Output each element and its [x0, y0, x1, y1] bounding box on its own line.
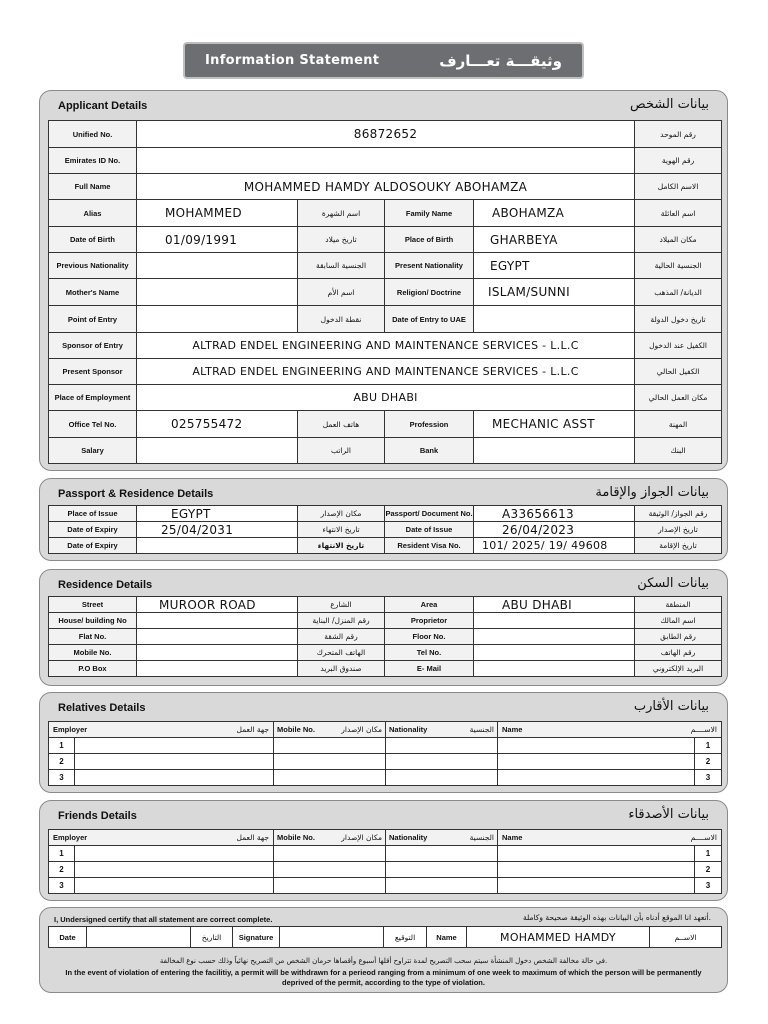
- mobile-col-header: [274, 722, 386, 738]
- employer-cell[interactable]: [75, 770, 274, 786]
- pob-field[interactable]: GHARBEYA: [474, 227, 635, 253]
- mobile-cell[interactable]: [274, 862, 386, 878]
- nationality-cell[interactable]: [386, 878, 498, 894]
- employer-col-ar: جهة العمل: [236, 725, 270, 734]
- mobile-field[interactable]: [137, 645, 298, 661]
- declaration-section: [39, 907, 728, 993]
- name-cell[interactable]: [498, 846, 695, 862]
- sponsor-entry-label: Sponsor of Entry: [49, 333, 137, 359]
- present-sponsor-field[interactable]: ALTRAD ENDEL ENGINEERING AND MAINTENANCE SERVICES - L.L.C: [137, 359, 635, 385]
- nationality-cell[interactable]: [386, 846, 498, 862]
- mobile-cell[interactable]: [274, 846, 386, 862]
- mother-name-label-ar: اسم الأم: [298, 279, 385, 306]
- email-field[interactable]: [474, 661, 635, 677]
- name-col-en: Name: [502, 833, 523, 842]
- section-heading-ar: بيانات الأصدقاء: [628, 807, 709, 822]
- emirates-id-label: Emirates ID No.: [49, 148, 137, 174]
- name-cell[interactable]: [498, 878, 695, 894]
- row-number: 3: [49, 770, 75, 786]
- prev-nationality-field[interactable]: [137, 253, 298, 279]
- office-tel-field[interactable]: 025755472: [137, 411, 298, 438]
- date-issue-field[interactable]: 26/04/2023: [474, 522, 635, 538]
- building-field[interactable]: [137, 613, 298, 629]
- section-heading-en: Residence Details: [58, 579, 153, 591]
- area-field[interactable]: ABU DHABI: [474, 597, 635, 613]
- pobox-field[interactable]: [137, 661, 298, 677]
- name-col-header: [498, 830, 722, 846]
- emirates-id-label-ar: رقم الهوية: [635, 148, 722, 174]
- proprietor-label: Proprietor: [385, 613, 474, 629]
- place-employment-label-ar: مكان العمل الحالي: [635, 385, 722, 411]
- profession-label: Profession: [385, 411, 474, 438]
- pob-label: Place of Birth: [385, 227, 474, 253]
- employer-cell[interactable]: [75, 878, 274, 894]
- place-issue-field[interactable]: EGYPT: [137, 506, 298, 522]
- profession-field[interactable]: MECHANIC ASST: [474, 411, 635, 438]
- dob-label: Date of Birth: [49, 227, 137, 253]
- residence-expiry-label: Date of Expiry: [49, 538, 137, 554]
- family-name-field[interactable]: ABOHAMZA: [474, 200, 635, 227]
- date-expiry-label: Date of Expiry: [49, 522, 137, 538]
- present-nationality-label-ar: الجنسية الحالية: [635, 253, 722, 279]
- name-col-header: [498, 722, 722, 738]
- point-entry-label: Point of Entry: [49, 306, 137, 333]
- unified-no-label-ar: رقم الموحد: [635, 121, 722, 148]
- mobile-cell[interactable]: [274, 770, 386, 786]
- bank-field[interactable]: [474, 438, 635, 464]
- street-field[interactable]: MUROOR ROAD: [137, 597, 298, 613]
- tel-label-ar: رقم الهاتف: [635, 645, 722, 661]
- present-nationality-label: Present Nationality: [385, 253, 474, 279]
- email-label-ar: البريد الإلكتروني: [635, 661, 722, 677]
- profession-label-ar: المهنة: [635, 411, 722, 438]
- section-heading-ar: بيانات الأقارب: [633, 699, 709, 714]
- mother-name-label: Mother's Name: [49, 279, 137, 306]
- table-row: [49, 846, 722, 862]
- employer-cell[interactable]: [75, 738, 274, 754]
- tel-label: Tel No.: [385, 645, 474, 661]
- present-sponsor-label-ar: الكفيل الحالي: [635, 359, 722, 385]
- row-number: 1: [49, 738, 75, 754]
- signature-field[interactable]: [280, 927, 384, 948]
- present-nationality-field[interactable]: EGYPT: [474, 253, 635, 279]
- sponsor-entry-field[interactable]: ALTRAD ENDEL ENGINEERING AND MAINTENANCE SERVICES - L.L.C: [137, 333, 635, 359]
- street-label-ar: الشارع: [298, 597, 385, 613]
- employer-col-header: [49, 830, 274, 846]
- violation-notice-en: In the event of violation of entering the facilitiy, a permit will be withdrawn for a perieod ranging from a minimum of one week to maximum of which the person will be permanently deprived of the permit, according to the type of violation.: [65, 968, 702, 987]
- table-row: [49, 878, 722, 894]
- employer-cell[interactable]: [75, 754, 274, 770]
- alias-field[interactable]: MOHAMMED: [137, 200, 298, 227]
- nationality-cell[interactable]: [386, 770, 498, 786]
- floor-label-ar: رقم الطابق: [635, 629, 722, 645]
- nationality-col-en: Nationality: [389, 833, 428, 842]
- table-row: [49, 754, 722, 770]
- mobile-col-ar: مكان الإصدار: [341, 833, 383, 842]
- alias-label-ar: اسم الشهرة: [298, 200, 385, 227]
- tel-field[interactable]: [474, 645, 635, 661]
- bank-label: Bank: [385, 438, 474, 464]
- religion-label: Religion/ Doctrine: [385, 279, 474, 306]
- residence-details-section: [39, 569, 728, 686]
- mobile-col-en: Mobile No.: [277, 725, 315, 734]
- place-employment-label: Place of Employment: [49, 385, 137, 411]
- employer-col-ar: جهة العمل: [236, 833, 270, 842]
- present-sponsor-label: Present Sponsor: [49, 359, 137, 385]
- office-tel-label-ar: هاتف العمل: [298, 411, 385, 438]
- proprietor-field[interactable]: [474, 613, 635, 629]
- date-field[interactable]: [87, 927, 191, 948]
- relatives-details-section: [39, 692, 728, 793]
- dob-field[interactable]: 01/09/1991: [137, 227, 298, 253]
- prev-nationality-label-ar: الجنسية السابقة: [298, 253, 385, 279]
- full-name-label: Full Name: [49, 174, 137, 200]
- building-label: House/ building No: [49, 613, 137, 629]
- salary-field[interactable]: [137, 438, 298, 464]
- mobile-col-ar: مكان الإصدار: [341, 725, 383, 734]
- passport-table: [48, 505, 722, 554]
- passport-no-label-ar: رقم الجواز/ الوثيقة: [635, 506, 722, 522]
- unified-no-label: Unified No.: [49, 121, 137, 148]
- visa-no-label-ar: تاريخ الإقامة: [635, 538, 722, 554]
- floor-label: Floor No.: [385, 629, 474, 645]
- date-entry-field[interactable]: [474, 306, 635, 333]
- proprietor-label-ar: اسم المالك: [635, 613, 722, 629]
- row-number: 1: [695, 846, 722, 862]
- employer-col-header: [49, 722, 274, 738]
- nationality-col-ar: الجنسية: [469, 725, 495, 734]
- row-number: 1: [49, 846, 75, 862]
- document-title-bar: [183, 42, 584, 79]
- unified-no-field[interactable]: 86872652: [137, 121, 635, 148]
- employer-col-en: Employer: [53, 833, 88, 842]
- residence-table: [48, 596, 722, 677]
- point-entry-field[interactable]: [137, 306, 298, 333]
- passport-no-field[interactable]: A33656613: [474, 506, 635, 522]
- flat-field[interactable]: [137, 629, 298, 645]
- area-label: Area: [385, 597, 474, 613]
- employer-cell[interactable]: [75, 846, 274, 862]
- mobile-col-header: [274, 830, 386, 846]
- row-number: 2: [695, 754, 722, 770]
- mobile-cell[interactable]: [274, 878, 386, 894]
- section-heading-en: Applicant Details: [58, 100, 148, 112]
- salary-label-ar: الراتب: [298, 438, 385, 464]
- section-heading-en: Passport & Residence Details: [58, 488, 214, 500]
- alias-label: Alias: [49, 200, 137, 227]
- friends-details-section: [39, 800, 728, 901]
- title-arabic: وثيقـــة تعـــارف: [439, 51, 562, 70]
- name-cell[interactable]: [498, 754, 695, 770]
- name-cell[interactable]: [498, 738, 695, 754]
- name-col-en: Name: [502, 725, 523, 734]
- date-issue-label-ar: تاريخ الإصدار: [635, 522, 722, 538]
- name-label: Name: [427, 927, 467, 948]
- declaration-text-en: I, Undersigned certify that all statement are correct complete.: [54, 915, 273, 924]
- place-issue-label-ar: مكان الإصدار: [298, 506, 385, 522]
- title-english: Information Statement: [205, 53, 380, 68]
- religion-label-ar: الديانة/ المذهب: [635, 279, 722, 306]
- dob-label-ar: تاريخ ميلاد: [298, 227, 385, 253]
- table-row: [49, 770, 722, 786]
- signature-label: Signature: [233, 927, 280, 948]
- row-number: 2: [49, 754, 75, 770]
- place-issue-label: Place of Issue: [49, 506, 137, 522]
- pobox-label: P.O Box: [49, 661, 137, 677]
- date-label-ar: التاريخ: [191, 927, 233, 948]
- date-expiry-label-ar: تاريخ الانتهاء: [298, 522, 385, 538]
- prev-nationality-label: Previous Nationality: [49, 253, 137, 279]
- nationality-cell[interactable]: [386, 754, 498, 770]
- row-number: 3: [49, 878, 75, 894]
- full-name-field[interactable]: MOHAMMED HAMDY ALDOSOUKY ABOHAMZA: [137, 174, 635, 200]
- name-col-ar: الاســــم: [690, 833, 718, 842]
- floor-field[interactable]: [474, 629, 635, 645]
- employer-col-en: Employer: [53, 725, 88, 734]
- pob-label-ar: مكان الميلاد: [635, 227, 722, 253]
- flat-label-ar: رقم الشقة: [298, 629, 385, 645]
- friends-table: [48, 829, 722, 894]
- row-number: 2: [695, 862, 722, 878]
- residence-expiry-label-ar: تاريخ الانتهاء: [298, 538, 385, 554]
- signature-table: [48, 926, 722, 948]
- violation-notice-ar: في حالة مخالفة الشخص دخول المنشأة سيتم سحب التصريح لمدة تتراوح أقلها أسبوع وأقصاها حرمان الشخص من التصريح نهائياً وذلك حسب نوع المخالفة.: [159, 957, 608, 965]
- section-heading-ar: بيانات الجواز والإقامة: [595, 485, 709, 500]
- bank-label-ar: البنك: [635, 438, 722, 464]
- relatives-table: [48, 721, 722, 786]
- sponsor-entry-label-ar: الكفيل عند الدخول: [635, 333, 722, 359]
- email-label: E- Mail: [385, 661, 474, 677]
- date-label: Date: [49, 927, 87, 948]
- nationality-col-ar: الجنسية: [469, 833, 495, 842]
- nationality-cell[interactable]: [386, 738, 498, 754]
- name-cell[interactable]: [498, 770, 695, 786]
- office-tel-label: Office Tel No.: [49, 411, 137, 438]
- nationality-col-header: [386, 722, 498, 738]
- flat-label: Flat No.: [49, 629, 137, 645]
- mobile-col-en: Mobile No.: [277, 833, 315, 842]
- emirates-id-field[interactable]: [137, 148, 635, 174]
- pobox-label-ar: صندوق البريد: [298, 661, 385, 677]
- building-label-ar: رقم المنزل/ البناية: [298, 613, 385, 629]
- date-entry-label: Date of Entry to UAE: [385, 306, 474, 333]
- name-label-ar: الاســم: [650, 927, 722, 948]
- section-heading-ar: بيانات السكن: [637, 576, 709, 591]
- section-heading-en: Friends Details: [58, 810, 137, 822]
- nationality-cell[interactable]: [386, 862, 498, 878]
- mobile-label-ar: الهاتف المتحرك: [298, 645, 385, 661]
- passport-no-label: Passport/ Document No.: [385, 506, 474, 522]
- passport-details-section: [39, 478, 728, 561]
- mother-name-field[interactable]: [137, 279, 298, 306]
- row-number: 3: [695, 878, 722, 894]
- area-label-ar: المنطقة: [635, 597, 722, 613]
- row-number: 3: [695, 770, 722, 786]
- name-cell[interactable]: [498, 862, 695, 878]
- applicant-details-section: [39, 90, 728, 471]
- family-name-label-ar: اسم العائلة: [635, 200, 722, 227]
- table-row: [49, 862, 722, 878]
- signature-label-ar: التوقيع: [384, 927, 427, 948]
- date-entry-label-ar: تاريخ دخول الدولة: [635, 306, 722, 333]
- full-name-label-ar: الاسم الكامل: [635, 174, 722, 200]
- section-heading-ar: بيانات الشخص: [630, 97, 709, 112]
- mobile-cell[interactable]: [274, 754, 386, 770]
- nationality-col-header: [386, 830, 498, 846]
- table-row: [49, 738, 722, 754]
- family-name-label: Family Name: [385, 200, 474, 227]
- religion-field[interactable]: ISLAM/SUNNI: [474, 279, 635, 306]
- visa-no-label: Resident Visa No.: [385, 538, 474, 554]
- date-issue-label: Date of Issue: [385, 522, 474, 538]
- row-number: 1: [695, 738, 722, 754]
- date-expiry-field[interactable]: 25/04/2031: [137, 522, 298, 538]
- name-field[interactable]: MOHAMMED HAMDY: [467, 927, 650, 948]
- row-number: 2: [49, 862, 75, 878]
- mobile-label: Mobile No.: [49, 645, 137, 661]
- place-employment-field[interactable]: ABU DHABI: [137, 385, 635, 411]
- point-entry-label-ar: نقطة الدخول: [298, 306, 385, 333]
- visa-no-field[interactable]: 101/ 2025/ 19/ 49608: [474, 538, 635, 554]
- employer-cell[interactable]: [75, 862, 274, 878]
- mobile-cell[interactable]: [274, 738, 386, 754]
- applicant-table: [48, 120, 722, 464]
- name-col-ar: الاســــم: [690, 725, 718, 734]
- nationality-col-en: Nationality: [389, 725, 428, 734]
- salary-label: Salary: [49, 438, 137, 464]
- section-heading-en: Relatives Details: [58, 702, 146, 714]
- declaration-text-ar: أتعهد انا الموقع أدناه بأن البيانات بهذه الوثيقة صحيحة وكاملة.: [522, 913, 711, 922]
- residence-expiry-field[interactable]: [137, 538, 298, 554]
- street-label: Street: [49, 597, 137, 613]
